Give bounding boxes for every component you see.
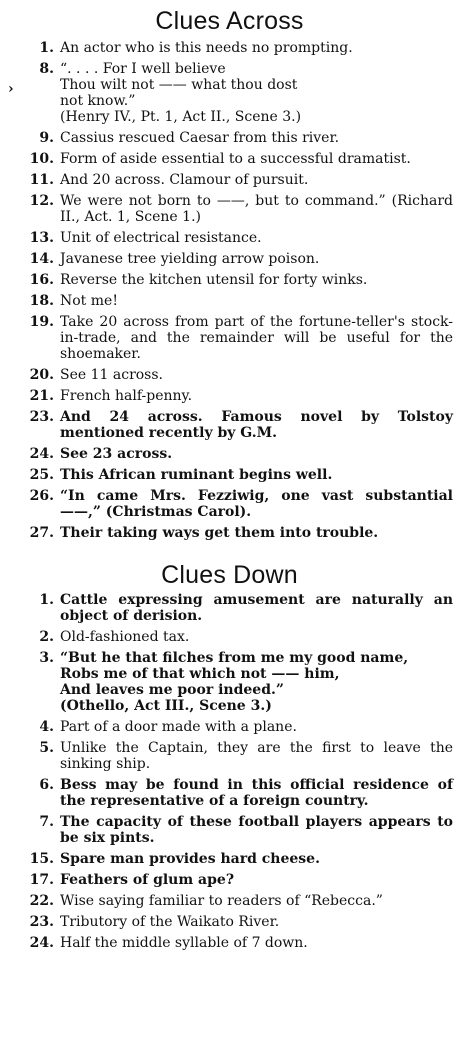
clue-text: And 24 across. Famous novel by Tolstoy mentioned recently by G.M. — [60, 409, 453, 441]
clue-number: 18. — [29, 293, 54, 309]
clue-text: Not me! — [60, 293, 118, 309]
down-clue-7 — [6, 814, 453, 846]
clue-text: French half-penny. — [60, 388, 193, 404]
clue-text: And 20 across. Clamour of pursuit. — [60, 172, 309, 188]
clue-number: 2. — [39, 629, 54, 645]
clue-text: Tributory of the Waikato River. — [60, 914, 280, 930]
clue-number: 11. — [29, 172, 54, 188]
down-clue-4 — [6, 719, 453, 735]
across-clue-24 — [6, 446, 453, 462]
across-clue-18 — [6, 293, 453, 309]
clue-text: We were not born to ——, but to command.” (Richard II., Act. 1, Scene 1.) — [60, 193, 453, 225]
clue-text: Bess may be found in this official residence of the representative of a foreign country. — [60, 777, 453, 809]
clue-text: Spare man provides hard cheese. — [60, 851, 320, 867]
clue-number: 12. — [29, 193, 54, 209]
clue-number: 5. — [39, 740, 54, 756]
across-clue-16 — [6, 272, 453, 288]
clue-number: 13. — [29, 230, 54, 246]
clue-number: 4. — [39, 719, 54, 735]
clue-number: 9. — [39, 130, 54, 146]
clue-text: Cassius rescued Caesar from this river. — [60, 130, 340, 146]
clue-text: An actor who is this needs no prompting. — [60, 40, 353, 56]
clue-number: 20. — [29, 367, 54, 383]
down-clue-17 — [6, 872, 453, 888]
clue-number: 23. — [29, 409, 54, 425]
clue-number: 8. — [39, 61, 54, 77]
clue-number: 25. — [29, 467, 54, 483]
clue-text: The capacity of these football players appears to be six pints. — [60, 814, 453, 846]
clue-text: Their taking ways get them into trouble. — [60, 525, 379, 541]
clue-number: 14. — [29, 251, 54, 267]
clues-down-heading: Clues Down — [161, 561, 298, 589]
clues-across-heading: Clues Across — [155, 7, 304, 35]
across-clue-9 — [6, 130, 453, 146]
clue-text: This African ruminant begins well. — [60, 467, 333, 483]
down-clue-23 — [6, 914, 453, 930]
across-clue-23 — [6, 409, 453, 441]
down-clue-6 — [6, 777, 453, 809]
clue-text: “. . . . For I well believe Thou wilt not —— what thou dost not know.” (Henry IV., Pt. 1, Act II., Scene 3.) — [60, 61, 302, 125]
clue-number: 15. — [29, 851, 54, 867]
down-clue-1 — [6, 592, 453, 624]
down-clue-22 — [6, 893, 453, 909]
down-clue-24 — [6, 935, 453, 951]
clue-text: Unit of electrical resistance. — [60, 230, 262, 246]
clue-text: See 11 across. — [60, 367, 164, 383]
clue-number: 16. — [29, 272, 54, 288]
clue-text: Form of aside essential to a successful dramatist. — [60, 151, 411, 167]
clues-down-list — [6, 592, 453, 951]
across-clue-27 — [6, 525, 453, 541]
clue-number: 22. — [29, 893, 54, 909]
clue-text: Half the middle syllable of 7 down. — [60, 935, 308, 951]
across-clue-14 — [6, 251, 453, 267]
across-clue-13 — [6, 230, 453, 246]
down-clue-5 — [6, 740, 453, 772]
clue-text: Part of a door made with a plane. — [60, 719, 297, 735]
across-clue-1 — [6, 40, 453, 56]
across-clue-11 — [6, 172, 453, 188]
clue-number: 1. — [39, 592, 54, 608]
clue-text: See 23 across. — [60, 446, 173, 462]
stray-mark: › — [8, 81, 14, 97]
clue-number: 19. — [29, 314, 54, 330]
across-clue-25 — [6, 467, 453, 483]
across-clue-8 — [6, 61, 453, 125]
across-clue-21 — [6, 388, 453, 404]
clue-number: 24. — [29, 935, 54, 951]
clue-number: 26. — [29, 488, 54, 504]
down-clue-2 — [6, 629, 453, 645]
down-clue-15 — [6, 851, 453, 867]
clue-text: Reverse the kitchen utensil for forty winks. — [60, 272, 368, 288]
clue-text: Take 20 across from part of the fortune-teller's stock-in-trade, and the remainder will be useful for the shoemaker. — [60, 314, 453, 362]
down-clue-3 — [6, 650, 453, 714]
across-clue-20 — [6, 367, 453, 383]
clue-text: “But he that filches from me my good name, Robs me of that which not —— him, And leaves me poor indeed.” (Othello, Act III., Scene 3.) — [60, 650, 409, 714]
clue-number: 1. — [39, 40, 54, 56]
across-clue-12 — [6, 193, 453, 225]
clue-number: 21. — [29, 388, 54, 404]
across-clue-19 — [6, 314, 453, 362]
clues-across-list — [6, 40, 453, 541]
clue-text: Javanese tree yielding arrow poison. — [60, 251, 320, 267]
clue-text: Old-fashioned tax. — [60, 629, 190, 645]
clue-number: 6. — [39, 777, 54, 793]
clue-text: “In came Mrs. Fezziwig, one vast substantial ——,” (Christmas Carol). — [60, 488, 453, 520]
clue-number: 10. — [29, 151, 54, 167]
clue-text: Cattle expressing amusement are naturally an object of derision. — [60, 592, 453, 624]
clue-text: Wise saying familiar to readers of “Rebecca.” — [60, 893, 383, 909]
clue-text: Feathers of glum ape? — [60, 872, 235, 888]
clue-number: 27. — [29, 525, 54, 541]
clue-number: 7. — [39, 814, 54, 830]
across-clue-26 — [6, 488, 453, 520]
clue-number: 3. — [39, 650, 54, 666]
across-clue-10 — [6, 151, 453, 167]
clue-number: 23. — [29, 914, 54, 930]
clue-number: 24. — [29, 446, 54, 462]
clue-number: 17. — [29, 872, 54, 888]
clue-text: Unlike the Captain, they are the first to leave the sinking ship. — [60, 740, 453, 772]
